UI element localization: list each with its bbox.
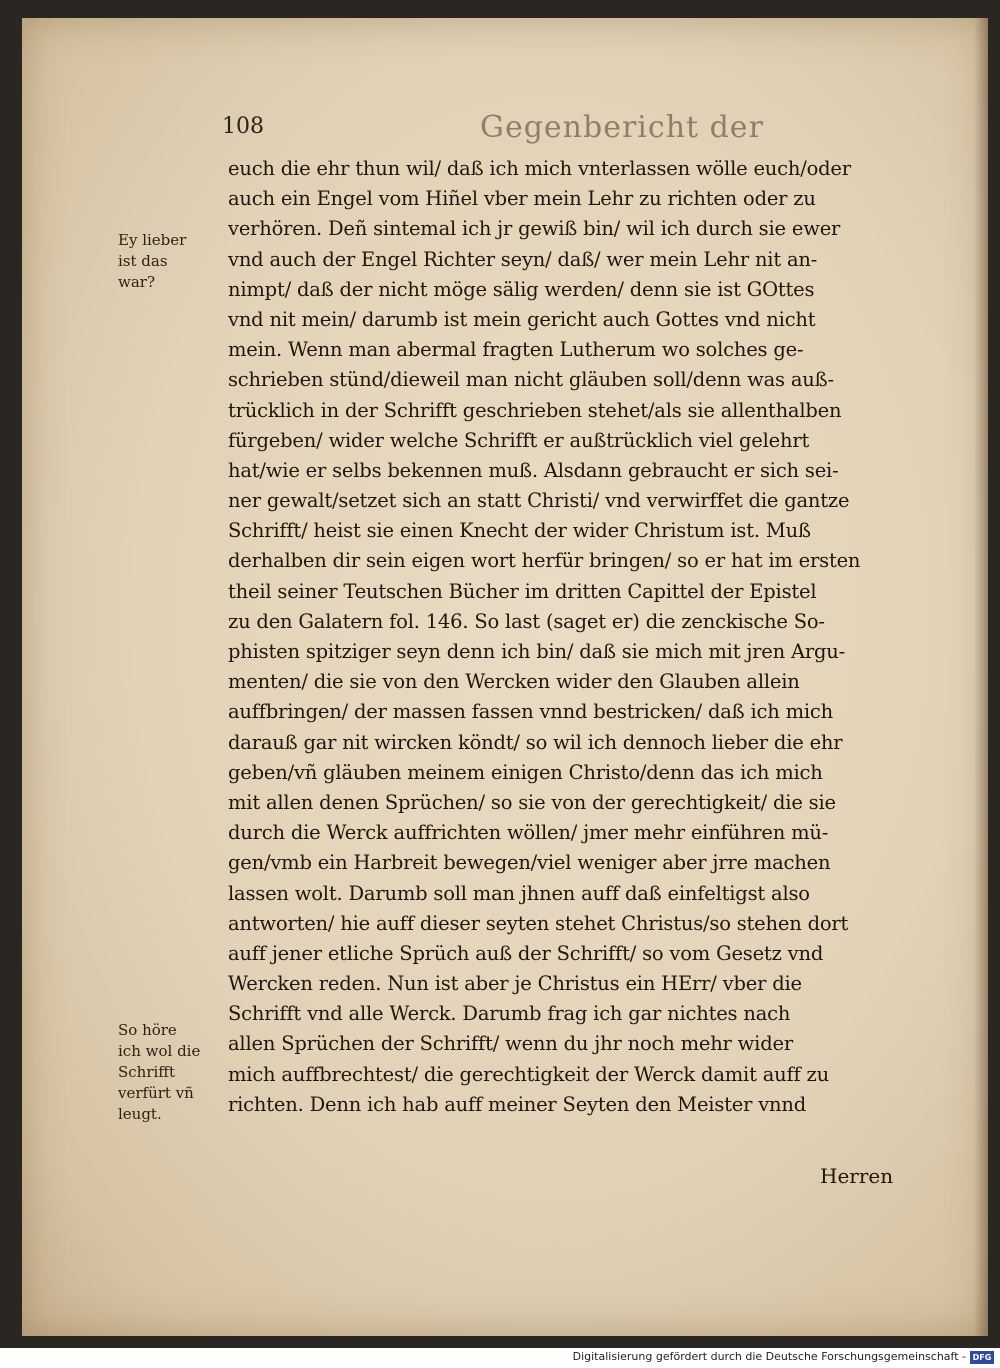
running-head: Gegenbericht der xyxy=(480,110,764,145)
body-text xyxy=(228,154,938,1120)
text-line: nimpt/ daß der nicht möge sälig werden/ denn sie ist GOttes xyxy=(228,277,815,301)
text-line: auffbringen/ der massen fassen vnnd bestricken/ daß ich mich xyxy=(228,700,833,724)
text-line: gen/vmb ein Harbreit bewegen/viel weniger aber jrre machen xyxy=(228,851,831,875)
text-line: zu den Galatern fol. 146. So last (saget er) die zenckische So- xyxy=(228,609,825,633)
text-line: ner gewalt/setzet sich an statt Christi/ vnd verwirffet die gantze xyxy=(228,489,850,513)
marginal-note-line: ich wol die xyxy=(118,1042,201,1060)
text-line: antworten/ hie auff dieser seyten stehet Christus/so stehen dort xyxy=(228,911,849,935)
text-line: derhalben dir sein eigen wort herfür bringen/ so er hat im ersten xyxy=(228,549,861,573)
text-line: Wercken reden. Nun ist aber je Christus ein HErr/ vber die xyxy=(228,972,802,996)
page-edge-shadow xyxy=(974,18,988,1336)
marginal-note-line: So höre xyxy=(118,1021,177,1039)
marginal-note-line: Ey lieber xyxy=(118,231,187,249)
marginal-note-line: ist das xyxy=(118,252,168,270)
text-line: richten. Denn ich hab auff meiner Seyten den Meister vnnd xyxy=(228,1092,807,1116)
text-line: lassen wolt. Darumb soll man jhnen auff daß einfeltigst also xyxy=(228,881,810,905)
marginal-note-line: war? xyxy=(118,273,155,291)
text-line: euch die ehr thun wil/ daß ich mich vnterlassen wölle euch/oder xyxy=(228,157,851,180)
text-line: menten/ die sie von den Wercken wider den Glauben allein xyxy=(228,670,800,694)
page-header xyxy=(222,108,942,148)
text-line: mein. Wenn man abermal fragten Lutherum wo solches ge- xyxy=(228,338,804,362)
text-line: Schrifft vnd alle Werck. Darumb frag ich gar nichtes nach xyxy=(228,1002,791,1026)
catchword: Herren xyxy=(820,1164,894,1188)
marginal-note-line: Schrifft xyxy=(118,1063,175,1081)
text-line: vnd nit mein/ darumb ist mein gericht auch Gottes vnd nicht xyxy=(228,307,816,331)
marginal-note-line: leugt. xyxy=(118,1105,162,1123)
marginal-note xyxy=(118,1020,228,1125)
footer-bar xyxy=(0,1348,1000,1368)
text-line: theil seiner Teutschen Bücher im dritten Capittel der Epistel xyxy=(228,579,817,603)
text-line: mich auffbrechtest/ die gerechtigkeit der Werck damit auff zu xyxy=(228,1062,829,1086)
text-line: fürgeben/ wider welche Schrifft er außtrücklich viel gelehrt xyxy=(228,428,810,452)
text-line: hat/wie er selbs bekennen muß. Alsdann gebraucht er sich sei- xyxy=(228,458,839,482)
text-line: verhören. Deñ sintemal ich jr gewiß bin/ wil ich durch sie ewer xyxy=(228,217,841,241)
page-number: 108 xyxy=(222,114,264,139)
text-line: trücklich in der Schrifft geschrieben stehet/als sie allenthalben xyxy=(228,398,842,422)
funding-credit: Digitalisierung gefördert durch die Deutsche Forschungsgemeinschaft - xyxy=(572,1350,966,1363)
text-line: vnd auch der Engel Richter seyn/ daß/ wer mein Lehr nit an- xyxy=(228,247,818,271)
dfg-logo-icon: DFG xyxy=(970,1351,994,1364)
text-line: darauß gar nit wircken köndt/ so wil ich dennoch lieber die ehr xyxy=(228,730,843,754)
text-line: phisten spitziger seyn denn ich bin/ daß sie mich mit jren Argu- xyxy=(228,640,846,663)
text-line: auff jener etliche Sprüch auß der Schrifft/ so vom Gesetz vnd xyxy=(228,941,824,965)
text-line: schrieben stünd/dieweil man nicht gläuben soll/denn was auß- xyxy=(228,368,834,392)
text-line: Schrifft/ heist sie einen Knecht der wider Christum ist. Muß xyxy=(228,519,811,543)
text-line: auch ein Engel vom Hiñel vber mein Lehr zu richten oder zu xyxy=(228,187,816,211)
marginal-note-line: verfürt vñ xyxy=(118,1084,194,1102)
text-line: geben/vñ gläuben meinem einigen Christo/denn das ich mich xyxy=(228,760,823,784)
text-line: mit allen denen Sprüchen/ so sie von der gerechtigkeit/ die sie xyxy=(228,790,836,814)
text-line: durch die Werck auffrichten wöllen/ jmer mehr einführen mü- xyxy=(228,821,829,845)
marginal-note xyxy=(118,230,226,293)
text-line: allen Sprüchen der Schrifft/ wenn du jhr noch mehr wider xyxy=(228,1032,793,1056)
